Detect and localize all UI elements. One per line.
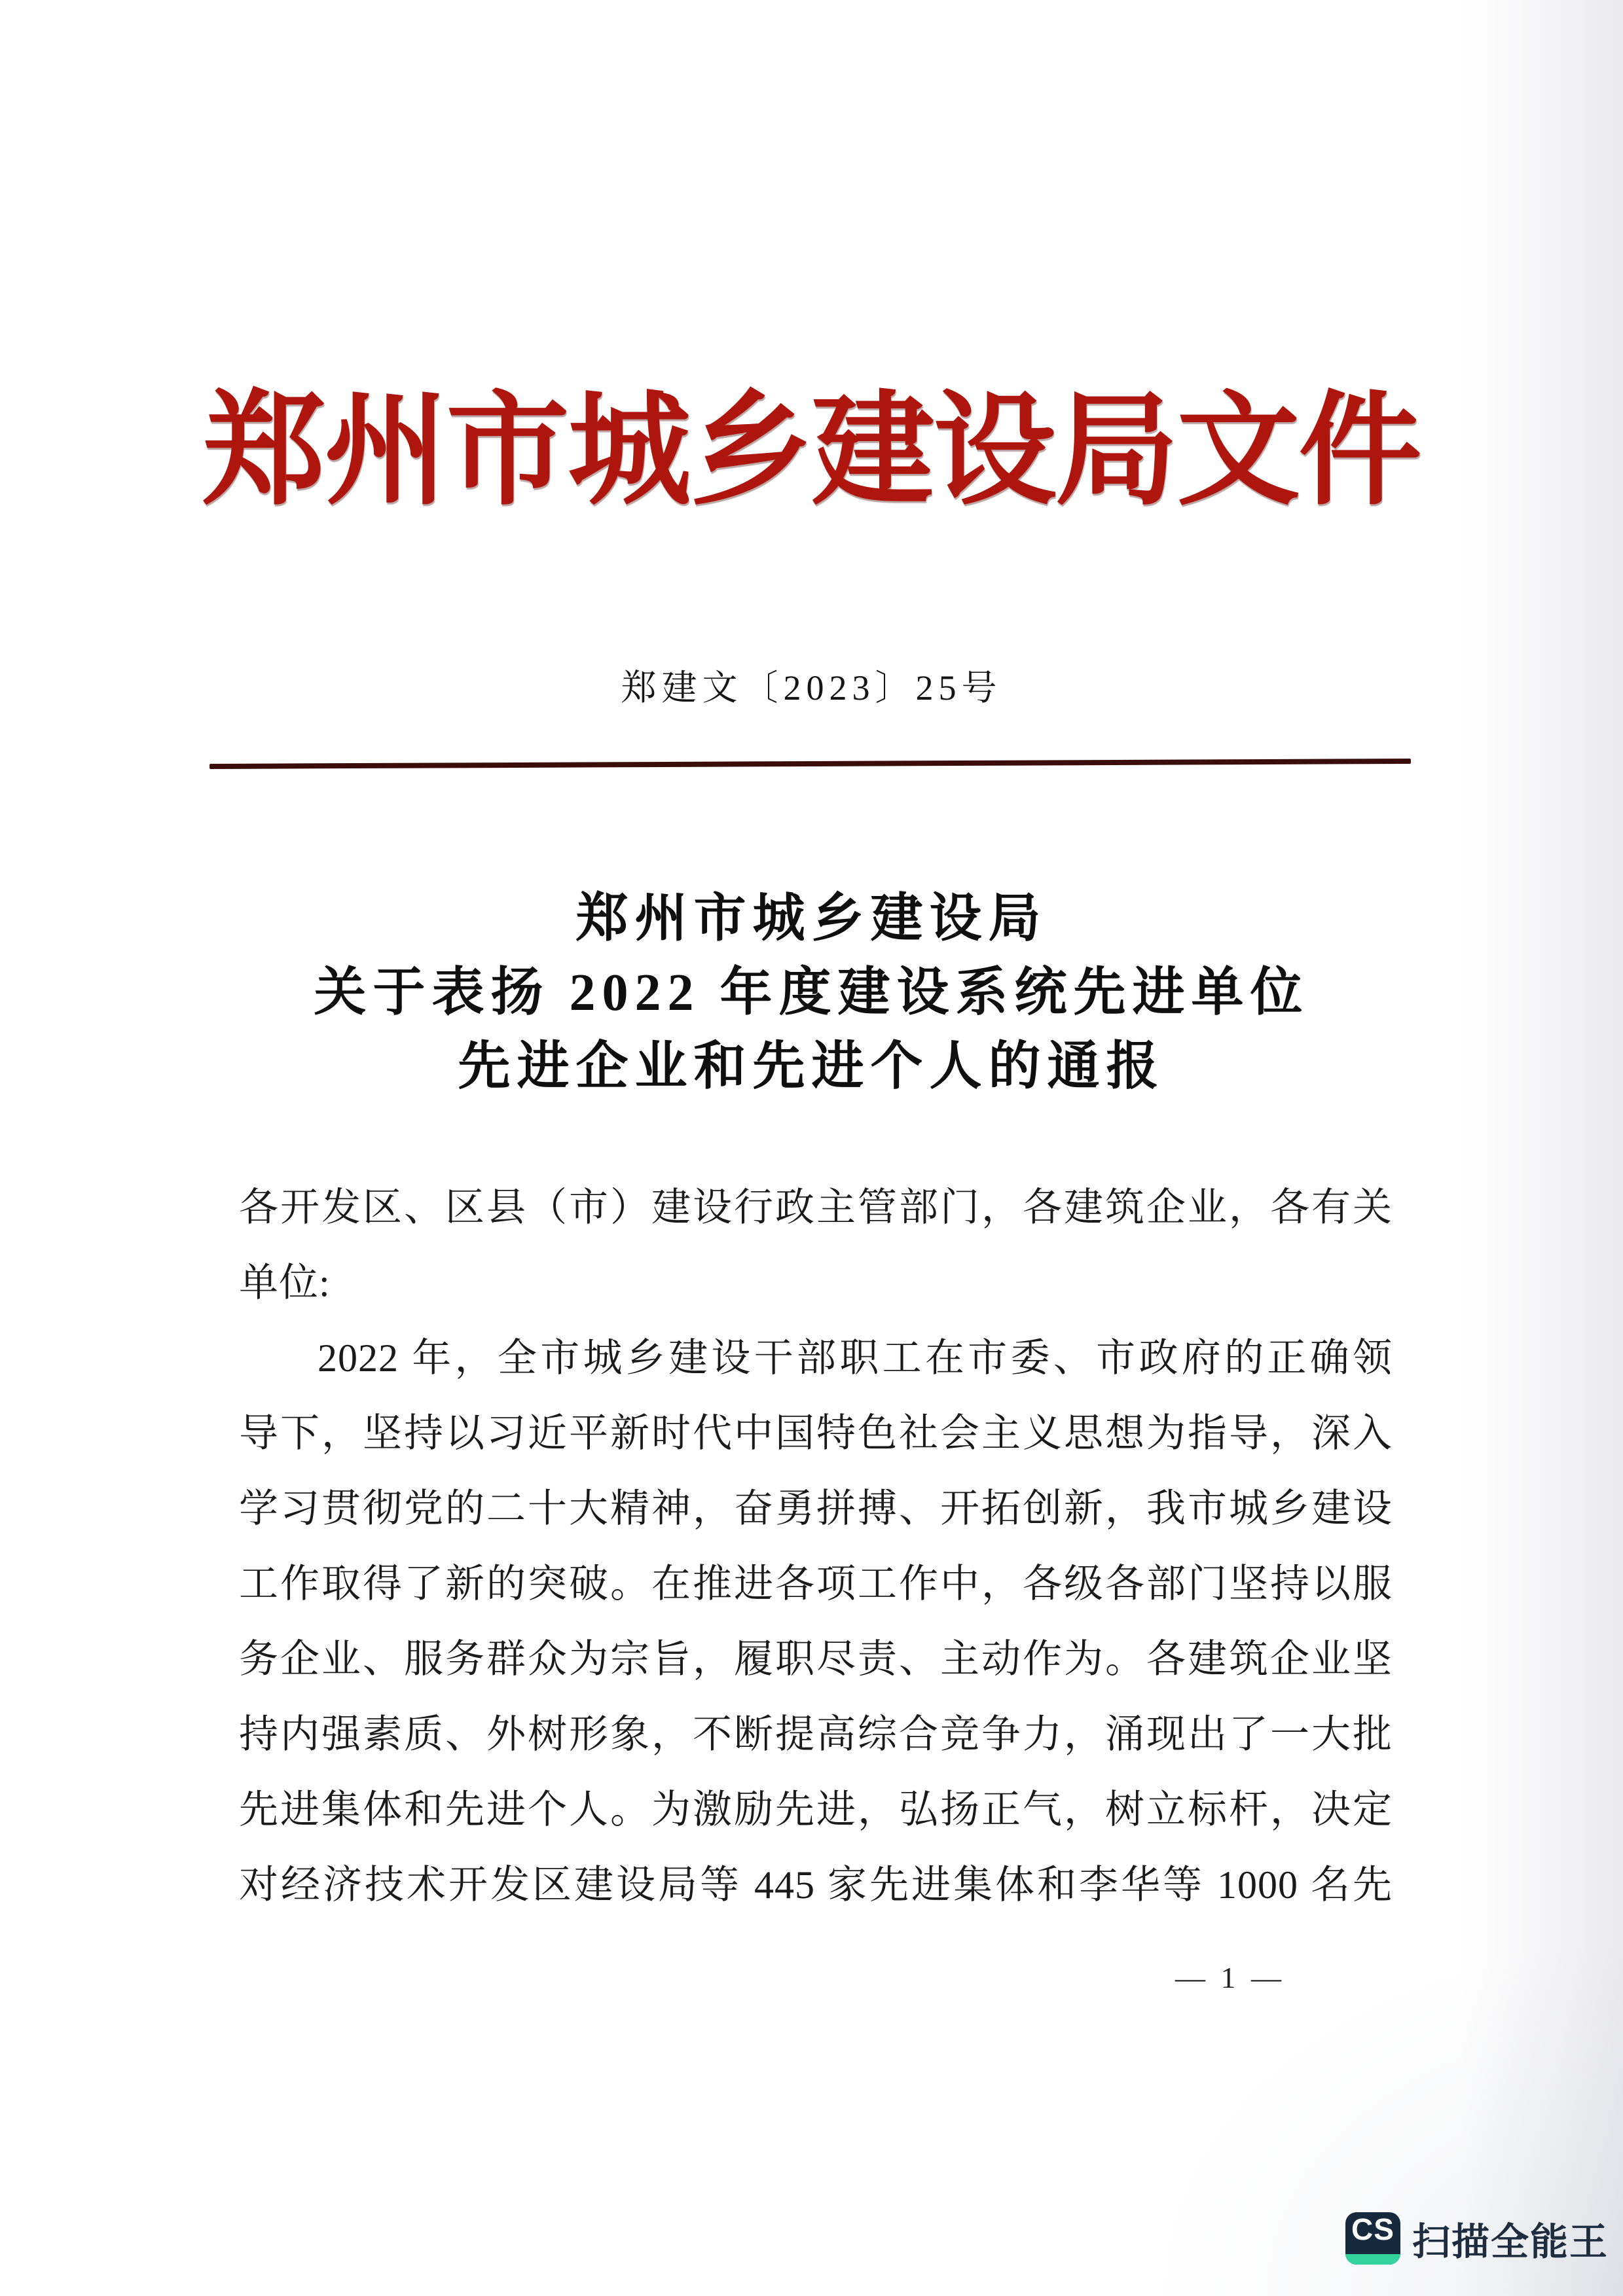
document-title-line-3: 先进企业和先进个人的通报 (458, 1038, 1165, 1096)
camscanner-label: 扫描全能王 (1412, 2221, 1609, 2263)
camscanner-icon-strip (1345, 2254, 1400, 2265)
document-body (239, 1170, 1393, 1923)
document-number: 郑建文〔2023〕25号 (621, 668, 1002, 708)
camscanner-watermark (1345, 2211, 1609, 2266)
red-divider-line (210, 759, 1411, 769)
body-line: 导下，坚持以习近平新时代中国特色社会主义思想为指导，深入 (239, 1412, 1393, 1455)
body-line: 持内强素质、外树形象，不断提高综合竞争力，涌现出了一大批 (239, 1713, 1393, 1756)
document-title-line-1: 郑州市城乡建设局 (575, 890, 1048, 948)
document-title-line-2: 关于表扬 2022 年度建设系统先进单位 (314, 964, 1309, 1022)
body-line: 对经济技术开发区建设局等 445 家先进集体和李华等 1000 名先 (239, 1863, 1393, 1907)
document-title (0, 882, 1623, 1104)
red-header-title: 郑州市城乡建设局文件 (202, 383, 1421, 520)
body-line: 先进集体和先进个人。为激励先进，弘扬正气，树立标杆，决定 (239, 1788, 1393, 1831)
camscanner-icon-label: CS (1351, 2212, 1395, 2246)
body-line: 工作取得了新的突破。在推进各项工作中，各级各部门坚持以服 (239, 1562, 1393, 1605)
camscanner-icon (1345, 2212, 1400, 2265)
body-line: 务企业、服务群众为宗旨，履职尽责、主动作为。各建筑企业坚 (239, 1638, 1393, 1681)
page-number: — 1 — (1175, 1961, 1285, 1994)
body-line: 2022 年，全市城乡建设干部职工在市委、市政府的正确领 (318, 1336, 1393, 1380)
body-line: 单位: (239, 1261, 331, 1304)
body-line: 各开发区、区县（市）建设行政主管部门，各建筑企业，各有关 (239, 1186, 1393, 1229)
body-line: 学习贯彻党的二十大精神，奋勇拼搏、开拓创新，我市城乡建设 (239, 1487, 1393, 1530)
